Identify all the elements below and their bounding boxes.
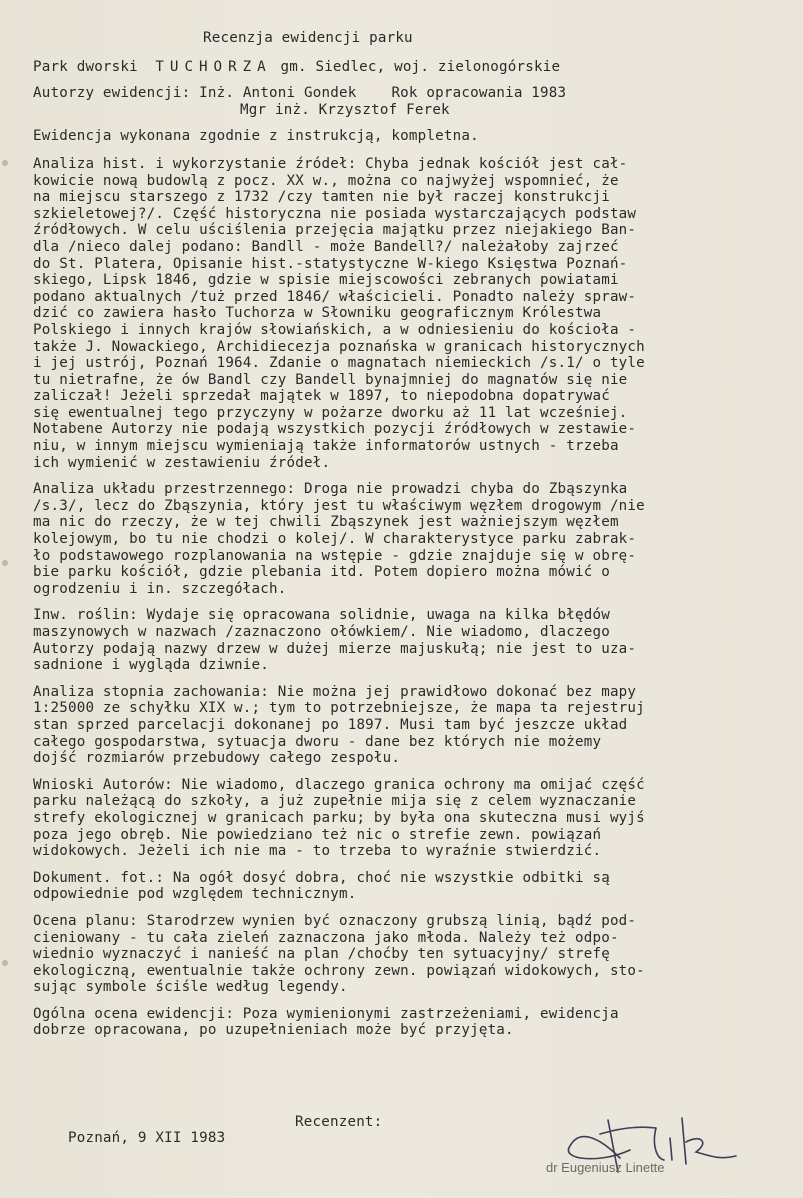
- text-line: ło podstawowego rozplanowania na wstępie - gdzie znajduje się w obrę-: [33, 547, 637, 564]
- text-line: podano aktualnych /tuż przed 1846/ właścicieli. Ponadto należy spraw-: [33, 288, 637, 305]
- text-line: skiego, Lipsk 1846, gdzie w spisie miejscowości zebranych powiatami: [33, 272, 619, 289]
- text-line: szkieletowej?/. Część historyczna nie posiada wystarczających podstaw: [33, 205, 637, 222]
- place-date: Poznań, 9 XII 1983: [67, 1130, 226, 1146]
- punch-hole-mark: [2, 560, 8, 566]
- text-line: Polskiego i innych krajów słowiańskich, a w odniesieniu do kościoła -: [33, 321, 637, 338]
- text-line: Ogólna ocena ewidencji: Poza wymienionymi zastrzeżeniami, ewidencja: [33, 1005, 619, 1022]
- intro-statement: Ewidencja wykonana zgodnie z instrukcją, kompletna.: [33, 128, 479, 145]
- text-line: kowicie nową budowlą z pocz. XX w., można co najwyżej wspomnieć, że: [33, 172, 619, 189]
- park-location: gm. Siedlec, woj. zielonogórskie: [280, 58, 561, 75]
- text-line: ich wymienić w zestawieniu źródeł.: [33, 454, 331, 471]
- text-line: widokowych. Jeżeli ich nie ma - to trzeba to wyraźnie stwierdzić.: [33, 843, 602, 860]
- text-line: strefy ekologicznej w granicach parku; by była ona skuteczna musi wyjś: [33, 809, 645, 826]
- authors-line: [33, 85, 795, 102]
- text-line: Analiza układu przestrzennego: Droga nie prowadzi chyba do Zbąszynka: [33, 481, 628, 498]
- text-line: sadnione i wygląda dziwnie.: [33, 657, 270, 674]
- text-line: wiednio wyznaczyć i nanieść na plan /choćby ten sytuacyjny/ strefę: [33, 946, 610, 963]
- review-section: [33, 777, 795, 860]
- text-line: sując symbole ściśle według legendy.: [33, 979, 348, 996]
- typewritten-text: [33, 30, 795, 1039]
- review-section: [33, 481, 795, 597]
- text-line: ekologiczną, ewentualnie także ochrony zewn. powiązań widokowych, sto-: [33, 962, 645, 979]
- review-section: [33, 913, 795, 996]
- park-line: [33, 59, 795, 76]
- text-line: Dokument. fot.: Na ogół dosyć dobra, choć nie wszystkie odbitki są: [33, 869, 610, 886]
- text-line: Analiza hist. i wykorzystanie źródeł: Chyba jednak kościół jest cał-: [33, 155, 628, 172]
- text-line: kolejowym, bo tu nie chodzi o kolej/. W charakterystyce parku zabrak-: [33, 531, 637, 548]
- text-line: cieniowany - tu cała zieleń zaznaczona jako młoda. Należy też odpo-: [33, 929, 619, 946]
- punch-hole-mark: [2, 960, 8, 966]
- text-line: także J. Nowackiego, Archidiecezja poznańska w granicach historycznych: [33, 338, 645, 355]
- text-line: Autorzy podają nazwy drzew w dużej mierze majuskułą; nie jest to uza-: [33, 640, 637, 657]
- text-line: ogrodzeniu i in. szczegółach.: [33, 580, 287, 597]
- review-sections: [33, 156, 795, 1039]
- text-line: /s.3/, lecz do Zbąszynia, który jest tu właściwym węzłem drogowym /nie: [33, 497, 645, 514]
- text-line: Wnioski Autorów: Nie wiadomo, dlaczego granica ochrony ma omijać część: [33, 776, 645, 793]
- author-2: Mgr inż. Krzysztof Ferek: [240, 101, 450, 118]
- text-line: dzić co zawiera hasło Tuchorza w Słowniku geograficznym Królestwa: [33, 305, 602, 322]
- park-prefix: Park dworski: [33, 58, 138, 75]
- reviewer-label: Recenzent:: [295, 1114, 383, 1130]
- text-line: odpowiednie pod względem technicznym.: [33, 886, 357, 903]
- text-line: ma nic do rzeczy, że w tej chwili Zbąszynek jest ważniejszym węzłem: [33, 514, 619, 531]
- text-line: zaliczał! Jeżeli sprzedał majątek w 1897, to niepodobna dopatrywać: [33, 388, 610, 405]
- text-line: Notabene Autorzy nie podają wszystkich pozycji źródłowych w zestawie-: [33, 421, 637, 438]
- text-line: tu nietrafne, że ów Bandl czy Bandell bynajmniej do magnatów się nie: [33, 371, 628, 388]
- text-line: dojść rozmiarów przebudowy całego zespołu.: [33, 750, 401, 767]
- text-line: dobrze opracowana, po uzupełnieniach może być przyjęta.: [33, 1022, 514, 1039]
- text-line: i jej ustrój, Poznań 1964. Zdanie o magnatach niemieckich /s.1/ o tyle: [33, 355, 645, 372]
- review-section: [33, 870, 795, 903]
- reviewer-stamp: dr Eugeniusz Linette: [546, 1160, 665, 1175]
- authors-label: Autorzy ewidencji:: [33, 85, 191, 102]
- text-line: stan sprzed parcelacji dokonanej po 1897. Musi tam być jeszcze układ: [33, 716, 628, 733]
- text-line: źródłowych. W celu uściślenia przejęcia majątku przez niejakiego Ban-: [33, 222, 637, 239]
- text-line: Analiza stopnia zachowania: Nie można jej prawidłowo dokonać bez mapy: [33, 683, 637, 700]
- review-section: [33, 684, 795, 767]
- punch-hole-mark: [2, 160, 8, 166]
- text-line: niu, w innym miejscu wymieniają także informatorów ustnych - trzeba: [33, 438, 619, 455]
- year-of-elaboration: Rok opracowania 1983: [391, 85, 567, 102]
- text-line: całego gospodarstwa, sytuacja dworu - dane bez których nie możemy: [33, 733, 602, 750]
- text-line: do St. Platera, Opisanie hist.-statystyczne W-kiego Księstwa Poznań-: [33, 255, 628, 272]
- text-line: na miejscu starszego z 1732 /czy tamten nie był raczej konstrukcji: [33, 189, 610, 206]
- review-section: [33, 1006, 795, 1039]
- text-line: maszynowych w nazwach /zaznaczono ołówkiem/. Nie wiadomo, dlaczego: [33, 624, 610, 640]
- text-line: Inw. roślin: Wydaje się opracowana solidnie, uwaga na kilka błędów: [33, 607, 610, 624]
- text-line: bie parku kościół, gdzie plebania itd. Potem dopiero można mówić o: [33, 564, 610, 581]
- author-1: Inż. Antoni Gondek: [199, 85, 357, 102]
- park-name: TUCHORZA: [155, 58, 272, 75]
- review-section: [33, 156, 795, 471]
- text-line: Ocena planu: Starodrzew wynien być oznaczony grubszą linią, bądź pod-: [33, 912, 637, 929]
- review-section: [33, 607, 795, 673]
- text-line: poza jego obręb. Nie powiedziano też nic o strefie zewn. powiązań: [33, 826, 602, 843]
- text-line: 1:25000 ze schyłku XIX w.; tym to potrzebniejsze, że mapa ta rejestruj: [33, 700, 645, 717]
- text-line: się ewentualnej tego przyczyny w pożarze dworku aż 11 lat wcześniej.: [33, 404, 628, 421]
- text-line: parku należącą do szkoły, a już zupełnie mija się z celem wyznaczanie: [33, 793, 637, 810]
- document-title: Recenzja ewidencji parku: [203, 30, 413, 46]
- text-line: dla /nieco dalej podano: Bandll - może Bandell?/ należałoby zajrzeć: [33, 238, 619, 255]
